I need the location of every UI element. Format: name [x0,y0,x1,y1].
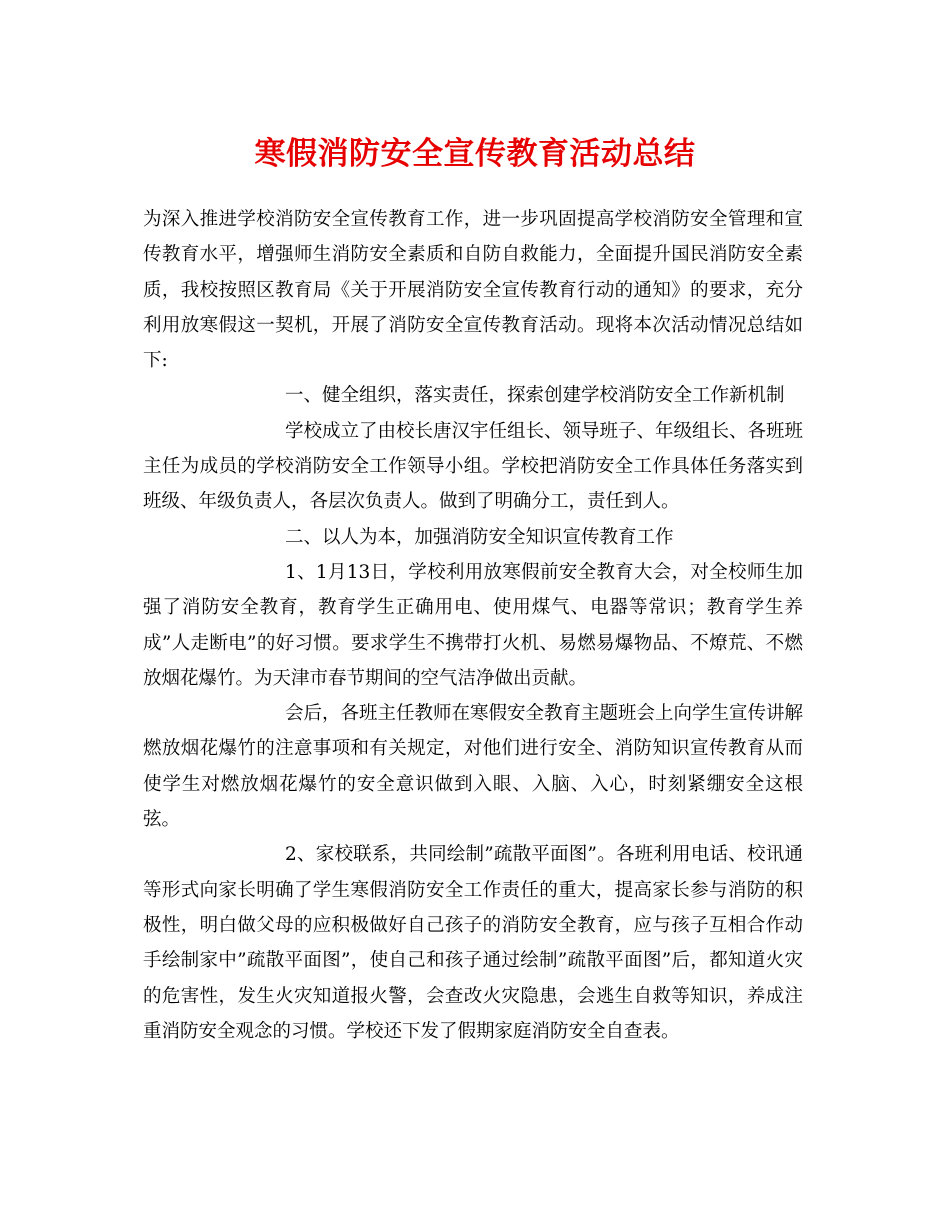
section-heading-education: 二、以人为本，加强消防安全知识宣传教育工作 [285,526,674,548]
document-body [143,202,803,1049]
section-heading-organization: 一、健全组织，落实责任，探索创建学校消防安全工作新机制 [285,385,785,407]
paragraph-home-school: 2、家校联系，共同绘制”疏散平面图”。各班利用电话、校讯通等形式向家长明确了学生寒假消防安全工作责任的重大，提高家长参与消防的积极性，明白做父母的应积极做好自己孩子的消防安全教育，应与孩子互相合作动手绘制家中”疏散平面图”，使自己和孩子通过绘制”疏散平面图”后，都知道火灾的危害性，发生火灾知道报火警，会查改火灾隐患，会逃生自救等知识，养成注重消防安全观念的习惯。学校还下发了假期家庭消防安全自查表。 [143,844,803,1042]
paragraph-organization: 学校成立了由校长唐汉宇任组长、领导班子、年级组长、各班班主任为成员的学校消防安全工作领导小组。学校把消防安全工作具体任务落实到班级、年级负责人，各层次负责人。做到了明确分工，责任到人。 [143,420,804,513]
paragraph-intro: 为深入推进学校消防安全宣传教育工作，进一步巩固提高学校消防安全管理和宣传教育水平，增强师生消防安全素质和自防自救能力，全面提升国民消防安全素质，我校按照区教育局《关于开展消防安全宣传教育行动的通知》的要求，充分利用放寒假这一契机，开展了消防安全宣传教育活动。现将本次活动情况总结如下: [143,209,803,372]
paragraph-class-meeting: 会后，各班主任教师在寒假安全教育主题班会上向学生宣传讲解燃放烟花爆竹的注意事项和有关规定，对他们进行安全、消防知识宣传教育从而使学生对燃放烟花爆竹的安全意识做到入眼、入脑、入心，时刻紧绷安全这根弦。 [143,703,804,831]
document-title: 寒假消防安全宣传教育活动总结 [254,136,696,172]
paragraph-assembly: 1、1月13日，学校利用放寒假前安全教育大会，对全校师生加强了消防安全教育，教育学生正确用电、使用煤气、电器等常识；教育学生养成”人走断电”的好习惯。要求学生不携带打火机、易燃易爆物品、不燎荒、不燃放烟花爆竹。为天津市春节期间的空气洁净做出贡献。 [143,561,803,689]
